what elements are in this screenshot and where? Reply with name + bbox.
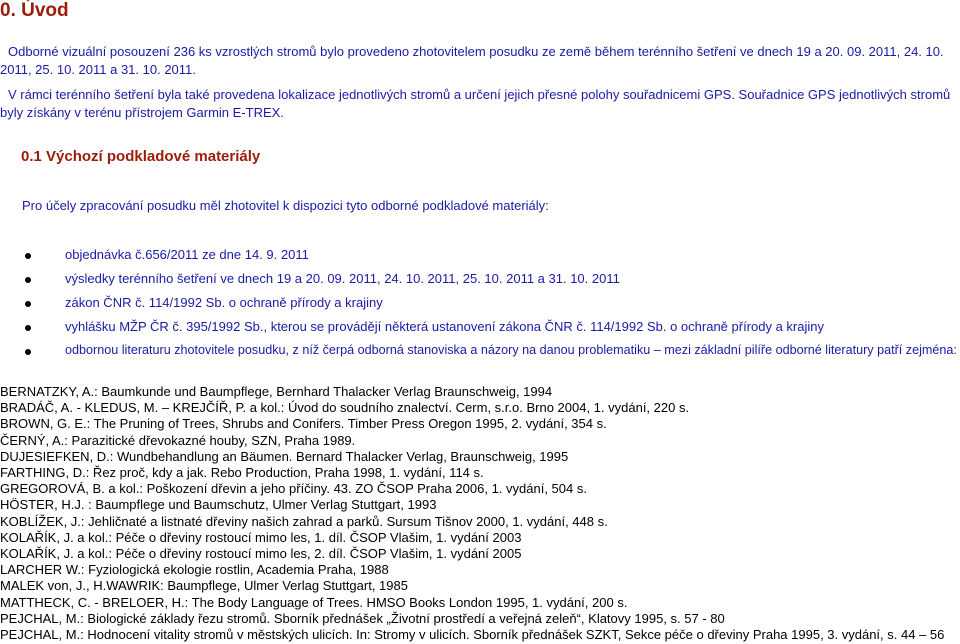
intro-paragraph-1: Odborné vizuální posouzení 236 ks vzrostlých stromů bylo provedeno zhotovitelem posudku ze země během terénního šetření ve dnech 19 a 20. 09. 2011, 24. 10. 2011, 25. 10. 2011 a 31. 10. 2011.	[0, 44, 944, 77]
reference-item: KOBLÍŽEK, J.: Jehličnaté a listnaté dřeviny našich zahrad a parků. Sursum Tišnov 2000, 1. vydání, 448 s.	[0, 513, 608, 529]
reference-list	[0, 384, 960, 643]
bullet-icon	[25, 349, 31, 355]
bullet-icon	[25, 301, 31, 307]
reference-item: GREGOROVÁ, B. a kol.: Poškození dřevin a jeho příčiny. 43. ZO ČSOP Praha 2006, 1. vydání, 504 s.	[0, 481, 587, 497]
reference-item: KOLAŘÍK, J. a kol.: Péče o dřeviny rostoucí mimo les, 2. díl. ČSOP Vlašim, 1. vydání 2005	[0, 546, 522, 562]
bullet-icon	[25, 277, 31, 283]
reference-item: BERNATZKY, A.: Baumkunde und Baumpflege, Bernhard Thalacker Verlag Braunschweig, 1994	[0, 384, 553, 399]
reference-item: LARCHER W.: Fyziologická ekologie rostlin, Academia Praha, 1988	[0, 562, 389, 578]
reference-item: PEJCHAL, M.: Biologické základy řezu stromů. Sborník přednášek „Životní prostředí a veřejná zeleň“, Klatovy 1995, s. 57 - 80	[0, 610, 725, 626]
reference-item: DUJESIEFKEN, D.: Wundbehandlung an Bäumen. Bernard Thalacker Verlag, Braunschweig, 1995	[0, 448, 569, 464]
list-item-text: objednávka č.656/2011 ze dne 14. 9. 2011	[65, 247, 309, 262]
bullet-icon	[25, 253, 31, 259]
section-heading: 0.1 Výchozí podkladové materiály	[21, 148, 261, 165]
list-item	[0, 247, 960, 265]
intro-paragraph-2: V rámci terénního šetření byla také provedena lokalizace jednotlivých stromů a určení jejich přesné polohy souřadnicemi GPS. Souřadnice GPS jednotlivých stromů byly získány v terénu přístrojem Garmin E-TREX.	[0, 87, 951, 120]
reference-item: KOLAŘÍK, J. a kol.: Péče o dřeviny rostoucí mimo les, 1. díl. ČSOP Vlašim, 1. vydání 2003	[0, 529, 522, 545]
list-item	[0, 295, 960, 313]
reference-item: MALEK von, J., H.WAWRIK: Baumpflege, Ulmer Verlag Stuttgart, 1985	[0, 578, 408, 594]
page-heading: 0. Úvod	[0, 0, 69, 21]
reference-item: PEJCHAL, M.: Hodnocení vitality stromů v městských ulicích. In: Stromy v ulicích. Sborník přednášek SZKT, Sekce péče o dřeviny Praha 1995, 3. vydání, s. 44 – 56	[0, 627, 945, 643]
list-item	[0, 319, 960, 337]
section-intro: Pro účely zpracování posudku měl zhotovitel k dispozici tyto odborné podkladové materiály:	[22, 198, 549, 213]
bullet-icon	[25, 325, 31, 331]
reference-item: MATTHECK, C. - BRELOER, H.: The Body Language of Trees. HMSO Books London 1995, 1. vydání, 200 s.	[0, 594, 628, 610]
list-item-text: odbornou literaturu zhotovitele posudku, z níž čerpá odborná stanoviska a názory na danou problematiku – mezi základní pilíře odborné literatury patří zejména:	[65, 343, 957, 357]
list-item-text: výsledky terénního šetření ve dnech 19 a 20. 09. 2011, 24. 10. 2011, 25. 10. 2011 a 31. 10. 2011	[65, 271, 620, 286]
reference-item: BROWN, G. E.: The Pruning of Trees, Shrubs and Conifers. Timber Press Oregon 1995, 2. vydání, 354 s.	[0, 416, 607, 432]
list-item	[0, 343, 960, 361]
reference-item: FARTHING, D.: Řez proč, kdy a jak. Rebo Production, Praha 1998, 1. vydání, 114 s.	[0, 465, 484, 481]
reference-item: ČERNÝ, A.: Parazitické dřevokazné houby, SZN, Praha 1989.	[0, 432, 356, 448]
list-item-text: vyhlášku MŽP ČR č. 395/1992 Sb., kterou se provádějí některá ustanovení zákona ČNR č. 114/1992 Sb. o ochraně přírody a krajiny	[65, 319, 824, 334]
list-item	[0, 271, 960, 289]
reference-item: BRADÁČ, A. - KLEDUS, M. – KREJČÍŘ, P. a kol.: Úvod do soudního znalectví. Cerm, s.r.o. Brno 2004, 1. vydání, 220 s.	[0, 400, 690, 416]
list-item-text: zákon ČNR č. 114/1992 Sb. o ochraně přírody a krajiny	[65, 295, 383, 310]
reference-item: HÖSTER, H.J. : Baumpflege und Baumschutz, Ulmer Verlag Stuttgart, 1993	[0, 497, 437, 513]
